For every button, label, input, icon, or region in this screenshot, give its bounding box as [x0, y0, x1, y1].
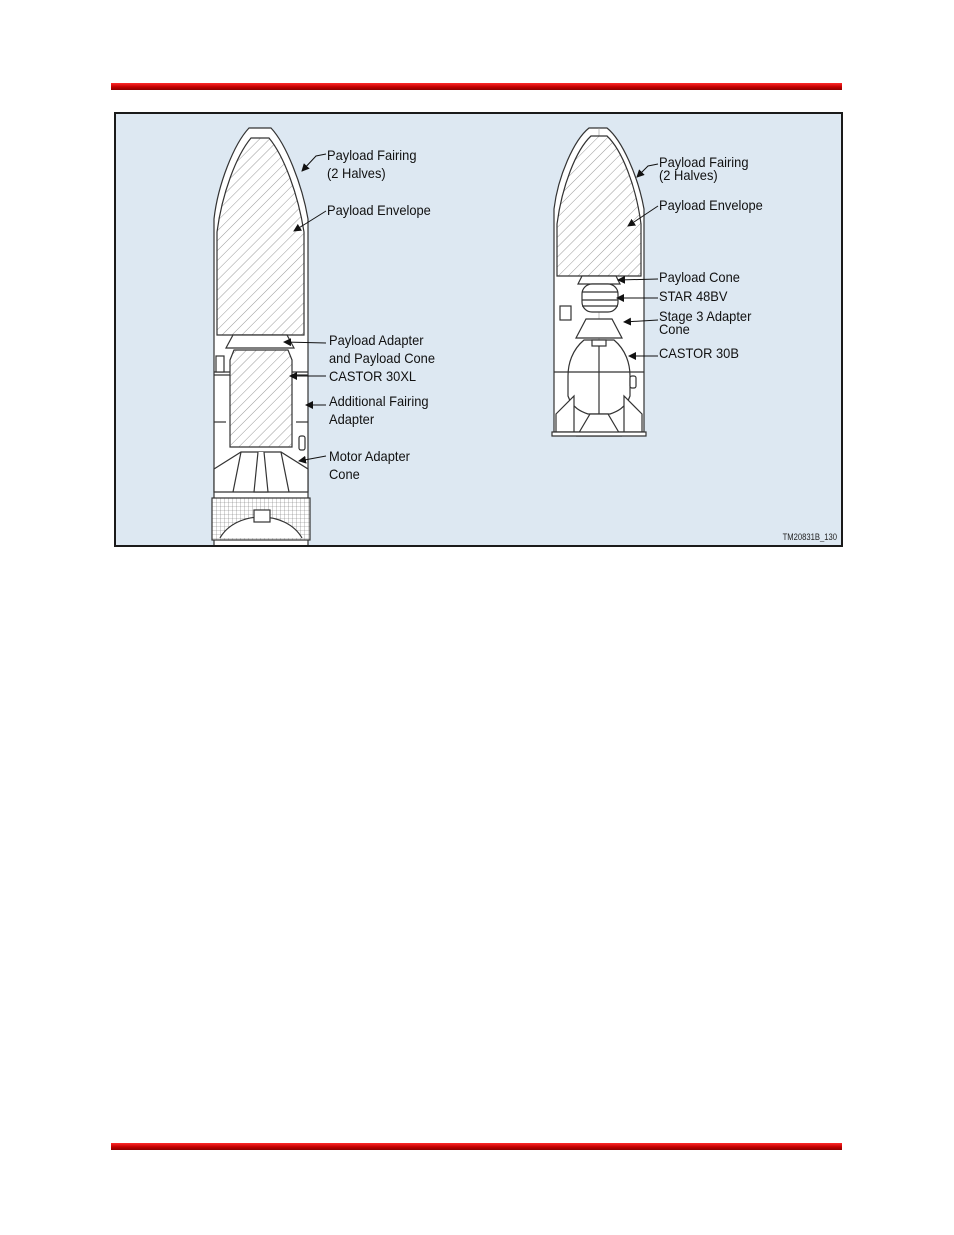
- label-right-fairing-line2: (2 Halves): [659, 167, 718, 183]
- label-right-fairing: [659, 156, 748, 182]
- label-right-star48bv: STAR 48BV: [659, 288, 728, 304]
- label-left-adapter-line1: Payload Adapter: [329, 332, 424, 348]
- right-payload-cone: [578, 276, 620, 284]
- label-right-envelope: Payload Envelope: [659, 197, 763, 213]
- label-right-stage3-line2: Cone: [659, 321, 690, 337]
- fairing-configuration-figure: [114, 112, 843, 547]
- header-rule: [111, 83, 842, 90]
- label-left-adapter: [329, 331, 435, 367]
- label-left-fairing-adapter-line2: Adapter: [329, 411, 375, 427]
- label-left-fairing-line2: (2 Halves): [327, 165, 386, 181]
- label-right-stage3: [659, 310, 751, 336]
- right-star48bv: [582, 284, 618, 312]
- label-left-adapter-line2: and Payload Cone: [329, 350, 435, 366]
- label-left-fairing-adapter: [329, 392, 429, 428]
- label-left-castor30xl: CASTOR 30XL: [329, 368, 417, 384]
- label-right-fairing-line1: Payload Fairing: [659, 154, 749, 170]
- label-right-castor30b: CASTOR 30B: [659, 345, 739, 361]
- label-left-fairing-adapter-line1: Additional Fairing: [329, 393, 429, 409]
- label-right-payload-cone: Payload Cone: [659, 269, 740, 285]
- left-payload-adapter: [226, 335, 294, 348]
- label-left-fairing-line1: Payload Fairing: [327, 147, 417, 163]
- label-left-envelope: Payload Envelope: [327, 202, 431, 218]
- label-right-stage3-line1: Stage 3 Adapter: [659, 308, 752, 324]
- label-left-motor-adapter-line1: Motor Adapter: [329, 448, 410, 464]
- footer-rule: [111, 1143, 842, 1150]
- label-left-fairing: [327, 146, 416, 182]
- label-left-motor-adapter-line2: Cone: [329, 466, 360, 482]
- right-vehicle: [552, 128, 646, 436]
- left-vehicle: [212, 128, 310, 547]
- figure-id: TM20831B_130: [782, 532, 837, 542]
- label-left-motor-adapter: [329, 447, 410, 483]
- left-castor30xl-motor: [230, 350, 292, 447]
